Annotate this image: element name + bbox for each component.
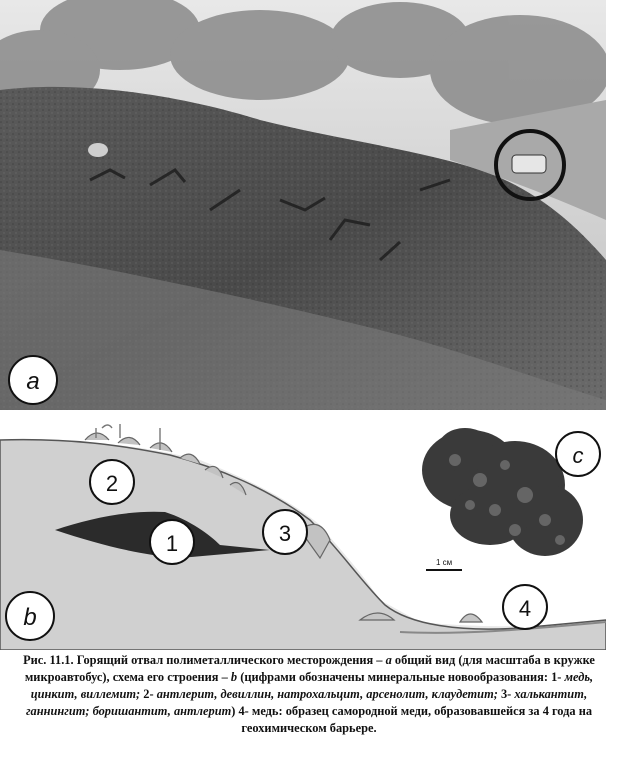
svg-text:1 см: 1 см <box>436 558 453 567</box>
svg-text:1: 1 <box>165 531 179 556</box>
caption-em-1: a <box>385 653 392 667</box>
svg-text:c: c <box>572 443 584 468</box>
figure-caption <box>16 652 602 737</box>
panel-c-label <box>556 432 600 476</box>
caption-text-1: Рис. 11.1. Горящий отвал полиметаллического месторождения – <box>23 653 386 667</box>
caption-text-2: общий вид (для масштаба в кружке микроавтобус), схема его строения – <box>24 653 595 684</box>
marker-2 <box>90 460 134 504</box>
copper-sample-panel-c <box>410 416 606 580</box>
svg-text:3: 3 <box>278 521 292 546</box>
caption-text-5: 3- <box>497 687 515 701</box>
svg-text:b: b <box>23 604 37 631</box>
caption-em-2: b <box>230 670 238 684</box>
schema-panel-b <box>0 410 606 650</box>
panel-a-label <box>9 356 57 404</box>
panel-b-label <box>6 592 54 640</box>
caption-em-5: халькантит, ганнингит; боришантит, антлерит <box>25 687 588 718</box>
caption-text-3: (цифрами обозначены минеральные новообразования: 1- <box>237 670 565 684</box>
svg-text:a: a <box>26 368 40 395</box>
caption-em-4: антлерит, девиллин, натрохальцит, арсенолит, клаудетит; <box>156 687 498 701</box>
svg-text:2: 2 <box>105 471 119 496</box>
marker-4 <box>503 585 547 629</box>
marker-1 <box>150 520 194 564</box>
caption-text-6: ) 4- медь: образец самородной меди, образовавшейся за 4 года на геохимическом барьере. <box>231 704 593 735</box>
caption-em-3: медь, цинкит, виллемит; <box>30 670 594 701</box>
svg-text:4: 4 <box>518 596 532 621</box>
marker-3 <box>263 510 307 554</box>
caption-text-4: 2- <box>140 687 157 701</box>
